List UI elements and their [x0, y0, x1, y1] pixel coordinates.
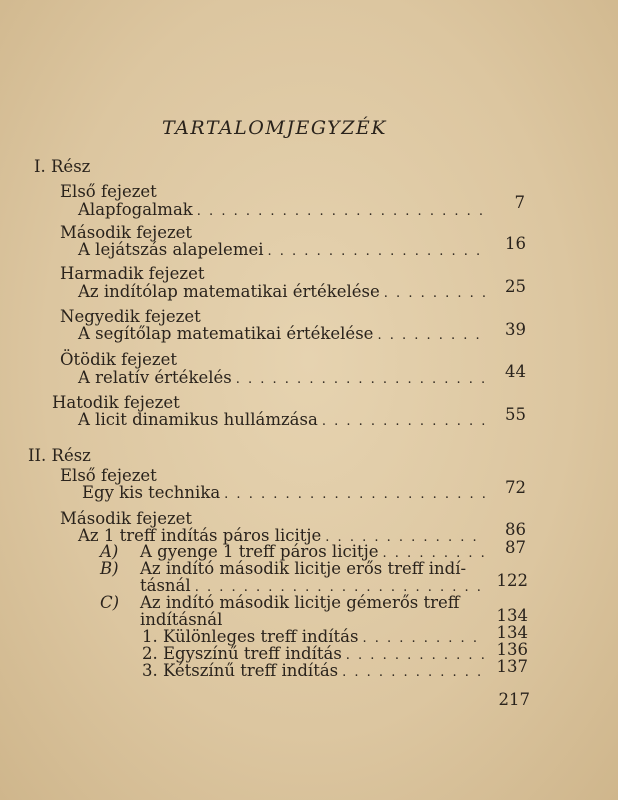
toc-entry: [78, 368, 490, 388]
part-label: I. Rész: [34, 157, 91, 176]
toc-entry-title: A segítőlap matematikai értékelése: [78, 324, 374, 343]
page-number: 137: [496, 657, 528, 676]
dot-leader: [268, 242, 486, 262]
page-number: 16: [505, 234, 526, 253]
toc-entry-title: Alapfogalmak: [78, 200, 193, 219]
chapter-heading: Második fejezet: [60, 509, 193, 528]
page-title: TARTALOMJEGYZÉK: [162, 117, 387, 139]
dot-leader: [224, 485, 486, 505]
toc-entry-title: 2. Egyszínű treff indítás: [142, 644, 342, 663]
page-number: 87: [505, 538, 526, 557]
dot-leader: [384, 284, 486, 304]
page-number: 25: [505, 277, 526, 296]
toc-item: [142, 661, 490, 681]
dot-leader: [197, 202, 486, 222]
toc-entry-title: 1. Különleges treff indítás: [142, 627, 359, 646]
toc-entry: [78, 410, 490, 430]
toc-entry: [78, 240, 490, 260]
page-number: 136: [496, 640, 528, 659]
toc-entry-title: A gyenge 1 treff páros licitje: [140, 542, 379, 561]
part-label: II. Rész: [28, 446, 91, 465]
subentry-marker: B): [100, 559, 119, 578]
chapter-heading: Első fejezet: [60, 466, 157, 485]
chapter-heading: Ötödik fejezet: [60, 350, 178, 369]
page-number: 7: [514, 193, 525, 212]
toc-entry: [78, 200, 490, 220]
page-number: 134: [496, 606, 528, 625]
toc-entry-title: A relatív értékelés: [78, 368, 232, 387]
dot-leader: [377, 326, 486, 346]
folio-page-number: 217: [498, 690, 530, 709]
chapter-heading: Harmadik fejezet: [60, 264, 205, 283]
page-number: 55: [505, 405, 526, 424]
page-number: 39: [505, 320, 526, 339]
page-number: 86: [505, 520, 526, 539]
toc-entry: [82, 483, 490, 503]
page-number: 122: [496, 571, 528, 590]
toc-entry: [78, 282, 490, 302]
page-number: 44: [505, 362, 526, 381]
page-number: 134: [496, 623, 528, 642]
chapter-heading: Negyedik fejezet: [60, 307, 201, 326]
toc-entry-title: A lejátszás alapelemei: [78, 240, 264, 259]
chapter-heading: Második fejezet: [60, 223, 193, 242]
toc-entry-title: Az indító második licitje erős treff indí-: [140, 559, 467, 578]
toc-entry-title: A licit dinamikus hullámzása: [78, 410, 318, 429]
toc-entry: [78, 324, 490, 344]
subentry-marker: A): [100, 542, 119, 561]
subentry-marker: C): [100, 593, 120, 612]
chapter-heading: Első fejezet: [60, 182, 157, 201]
toc-entry-title: 3. Kétszínű treff indítás: [142, 661, 339, 680]
dot-leader: [236, 370, 486, 390]
toc-entry-title: tásnál: [140, 576, 191, 595]
toc-entry-title: Az indító második licitje gémerős treff: [140, 593, 460, 612]
dot-leader: [342, 663, 486, 683]
toc-entry-title: indításnál: [140, 610, 223, 629]
page-number: 72: [505, 478, 526, 497]
chapter-heading: Hatodik fejezet: [52, 393, 180, 412]
dot-leader: [322, 412, 486, 432]
toc-entry-title: Egy kis technika: [82, 483, 221, 502]
toc-entry-title: Az 1 treff indítás páros licitje: [78, 526, 322, 545]
toc-entry-title: Az indítólap matematikai értékelése: [78, 282, 380, 301]
